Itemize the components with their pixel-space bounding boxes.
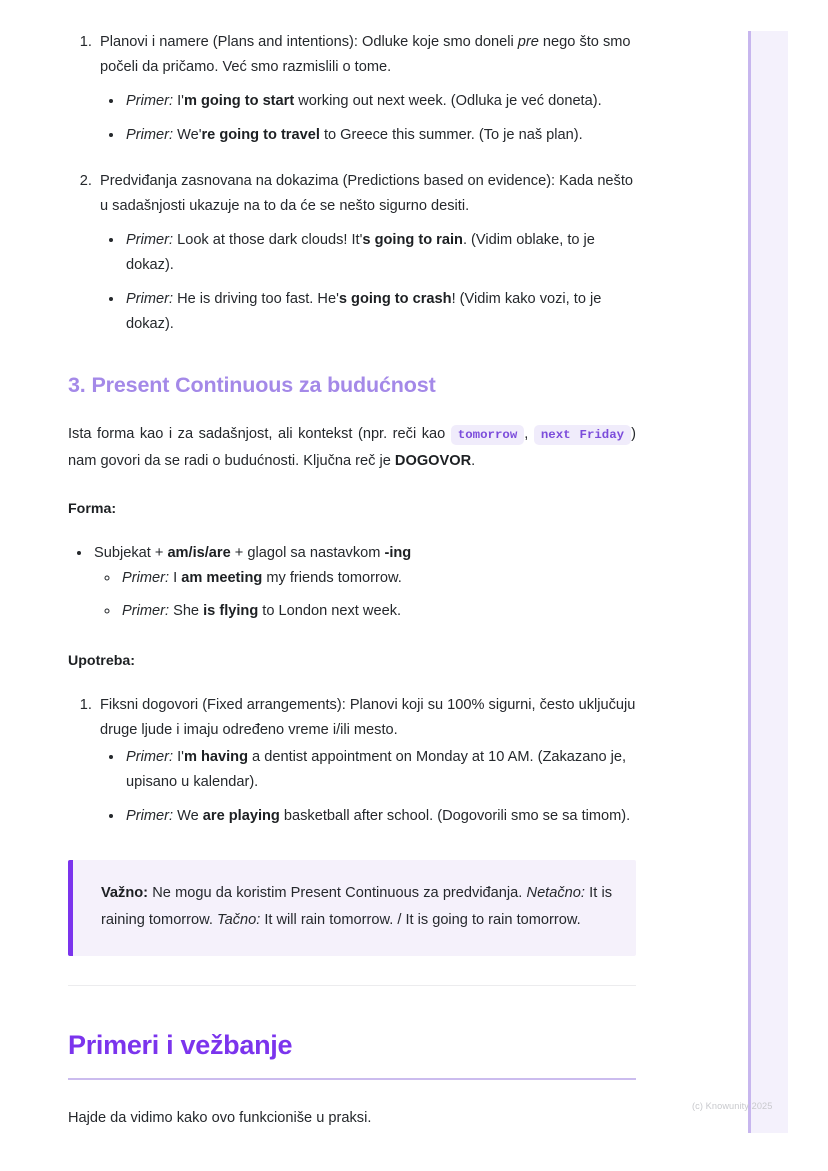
list-item xyxy=(124,123,636,148)
example-label: Primer: xyxy=(126,291,174,307)
example-label: Primer: xyxy=(126,93,174,109)
spacer xyxy=(68,519,636,541)
item-title: Planovi i namere (Plans and intentions): xyxy=(100,34,358,50)
example-post: to London next week. xyxy=(258,603,402,619)
example-bold: s going to crash xyxy=(338,291,452,307)
callout-text1: Ne mogu da koristim Present Continuous za predviđanja. xyxy=(148,885,527,901)
example-bold: m going to start xyxy=(183,93,295,109)
forma-rule-list xyxy=(68,541,636,624)
callout-italic-incorrect: Netačno: xyxy=(526,885,585,901)
list-item xyxy=(120,599,636,624)
callout-label: Važno: xyxy=(101,885,149,901)
list-item xyxy=(124,745,636,795)
forma-label: Forma: xyxy=(68,501,117,517)
intro-part3: ) nam govori da se radi o budućnosti. Ključna reč je xyxy=(68,426,636,469)
spacer xyxy=(68,624,636,651)
example-label: Primer: xyxy=(126,808,174,824)
callout-text xyxy=(101,880,612,934)
upotreba-list xyxy=(68,693,636,829)
example-label: Primer: xyxy=(122,603,170,619)
example-label: Primer: xyxy=(122,570,170,586)
item-body-post: nego što smo počeli da pričamo. Već smo razmislili o tome. xyxy=(100,34,631,75)
example-label: Primer: xyxy=(126,232,174,248)
list-item xyxy=(96,693,636,829)
rule-bold-ing: -ing xyxy=(384,545,412,561)
item-title: Predviđanja zasnovana na dokazima (Predictions based on evidence): xyxy=(100,173,556,189)
example-bold: re going to travel xyxy=(201,127,320,143)
example-label: Primer: xyxy=(126,749,174,765)
example-list xyxy=(100,228,636,337)
important-callout xyxy=(68,860,636,956)
callout-text3: It will rain tomorrow. / It is going to rain tomorrow. xyxy=(260,912,581,928)
item-body: Planovi koji su 100% sigurni, često uključuju druge ljude i imaju određeno vreme i/ili mesto. xyxy=(100,697,636,738)
example-bold: are playing xyxy=(202,808,280,824)
example-pre: We' xyxy=(173,127,202,143)
callout-italic-correct: Tačno: xyxy=(217,912,261,928)
example-post: a dentist appointment on Monday at 10 AM. (Zakazano je, upisano u kalendar). xyxy=(126,749,627,790)
spacer xyxy=(68,1062,636,1078)
item-body-pre: Odluke koje smo doneli xyxy=(357,34,518,50)
example-pre: I' xyxy=(173,93,184,109)
item-body-italic: pre xyxy=(517,34,539,50)
list-item xyxy=(96,169,636,337)
list-item xyxy=(120,566,636,591)
example-list xyxy=(100,745,636,829)
list-item xyxy=(124,287,636,337)
right-page-strip xyxy=(748,31,788,1133)
example-label: Primer: xyxy=(126,127,174,143)
example-post: my friends tomorrow. xyxy=(262,570,402,586)
examples-intro: Hajde da vidimo kako ovo funkcioniše u praksi. xyxy=(68,1110,372,1126)
intro-part1: Ista forma kao i za sadašnjost, ali kontekst (npr. reči kao xyxy=(68,426,451,442)
example-bold: m having xyxy=(183,749,248,765)
example-post: ! (Vidim kako vozi, to je dokaz). xyxy=(126,291,602,332)
item-title: Fiksni dogovori (Fixed arrangements): xyxy=(100,697,346,713)
upotreba-label: Upotreba: xyxy=(68,653,135,669)
example-post: basketball after school. (Dogovorili smo se sa timom). xyxy=(279,808,631,824)
intro-part4: . xyxy=(471,453,476,469)
footer-credit: (c) Knowunity 2025 xyxy=(692,1101,773,1111)
rule-mid: + glagol sa nastavkom xyxy=(230,545,385,561)
section-heading-present-continuous: 3. Present Continuous za budućnost xyxy=(68,373,436,397)
example-pre: I xyxy=(169,570,182,586)
item-body-pre: Kada nešto u sadašnjosti ukazuje na to da će se nešto sigurno desiti. xyxy=(100,173,634,214)
list-item xyxy=(124,228,636,278)
example-post: to Greece this summer. (To je naš plan). xyxy=(319,127,583,143)
section-heading-examples: Primeri i vežbanje xyxy=(68,1030,293,1060)
example-post: . (Vidim oblake, to je dokaz). xyxy=(126,232,595,273)
spacer xyxy=(68,399,636,421)
example-pre: We xyxy=(173,808,203,824)
example-bold: is flying xyxy=(203,603,259,619)
list-item xyxy=(96,30,636,148)
example-pre: I' xyxy=(173,749,184,765)
forma-example-list xyxy=(94,566,636,624)
example-pre: Look at those dark clouds! It' xyxy=(173,232,363,248)
spacer xyxy=(68,1080,636,1106)
spacer xyxy=(68,339,636,371)
spacer xyxy=(96,150,636,169)
spacer xyxy=(68,831,636,860)
example-pre: She xyxy=(169,603,204,619)
code-chip-next-friday: next Friday xyxy=(534,425,631,445)
rule-pre: Subjekat + xyxy=(94,545,168,561)
going-to-uses-list xyxy=(68,30,636,337)
intro-keyword: DOGOVOR xyxy=(394,453,472,469)
list-item xyxy=(124,89,636,114)
callout-text2: It is raining tomorrow. xyxy=(101,885,612,928)
document-content xyxy=(68,30,636,1131)
example-list xyxy=(100,89,636,148)
list-item xyxy=(92,541,636,624)
intro-part2: , xyxy=(524,426,534,442)
example-bold: am meeting xyxy=(181,570,263,586)
code-chip-tomorrow: tomorrow xyxy=(451,425,525,445)
spacer xyxy=(68,671,636,693)
present-continuous-intro xyxy=(68,421,636,474)
rule-bold-aux: am/is/are xyxy=(167,545,231,561)
list-item xyxy=(124,804,636,829)
example-post: working out next week. (Odluka je već doneta). xyxy=(294,93,602,109)
example-pre: He is driving too fast. He' xyxy=(173,291,339,307)
example-bold: s going to rain xyxy=(362,232,463,248)
spacer xyxy=(68,956,636,985)
spacer xyxy=(68,986,636,1028)
spacer xyxy=(68,474,636,499)
